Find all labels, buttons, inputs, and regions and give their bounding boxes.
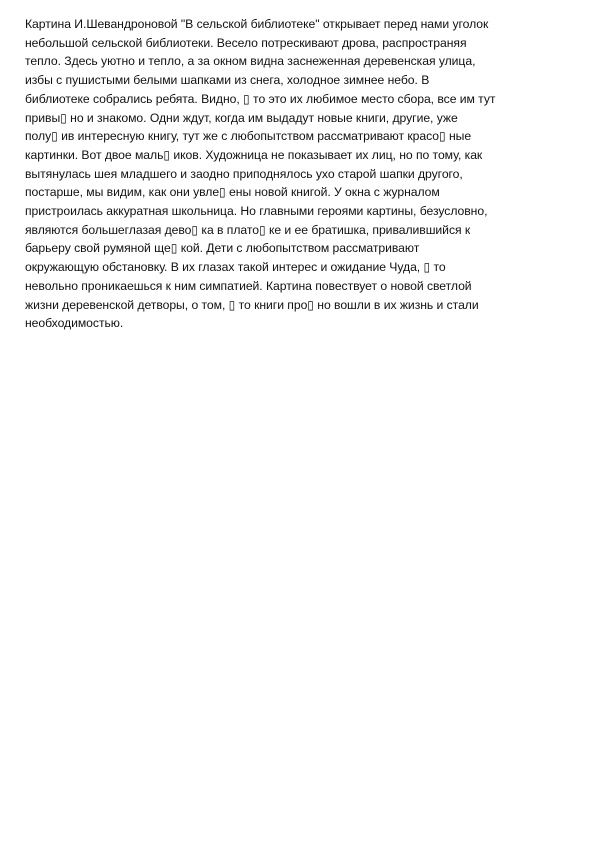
text-line: привы▯ но и знакомо. Одни ждут, когда им выдадут новые книги, другие, уже (25, 110, 458, 125)
text-line: библиотеке собрались ребята. Видно, ▯ то это их любимое место сбора, все им тут (25, 91, 496, 106)
text-line: жизни деревенской детворы, о том, ▯ то книги про▯ но вошли в их жизнь и стали (25, 297, 479, 312)
text-line: барьеру свой румяной ще▯ кой. Дети с любопытством рассматривают (25, 241, 420, 256)
text-line: невольно проникаешься к ним симпатией. Картина повествует о новой светлой (25, 278, 472, 293)
text-line: Картина И.Шевандроновой "В сельской библиотеке" открывает перед нами уголок (25, 17, 489, 31)
text-line: небольшой сельской библиотеки. Весело потрескивают дрова, распространяя (25, 35, 467, 50)
text-line: тепло. Здесь уютно и тепло, а за окном видна заснеженная деревенская улица, (25, 54, 476, 69)
text-line: являются большеглазая дево▯ ка в плато▯ ке и ее братишка, привалившийся к (25, 222, 471, 237)
essay-paragraph (25, 15, 573, 333)
text-line: постарше, мы видим, как они увле▯ ены новой книгой. У окна с журналом (25, 185, 440, 200)
text-line: полу▯ ив интересную книгу, тут же с любопытством рассматривают красо▯ ные (25, 129, 472, 144)
text-line: избы с пушистыми белыми шапками из снега, холодное зимнее небо. В (25, 73, 430, 88)
text-line: необходимостью. (25, 316, 124, 331)
text-line: картинки. Вот двое маль▯ иков. Художница не показывает их лиц, но по тому, как (25, 147, 483, 162)
text-line: окружающую обстановку. В их глазах такой интерес и ожидание Чуда, ▯ то (25, 260, 446, 275)
text-line: пристроилась аккуратная школьница. Но главными героями картины, безусловно, (25, 204, 488, 219)
text-line: вытянулась шея младшего и заодно приподнялось ухо старой шапки другого, (25, 166, 463, 181)
